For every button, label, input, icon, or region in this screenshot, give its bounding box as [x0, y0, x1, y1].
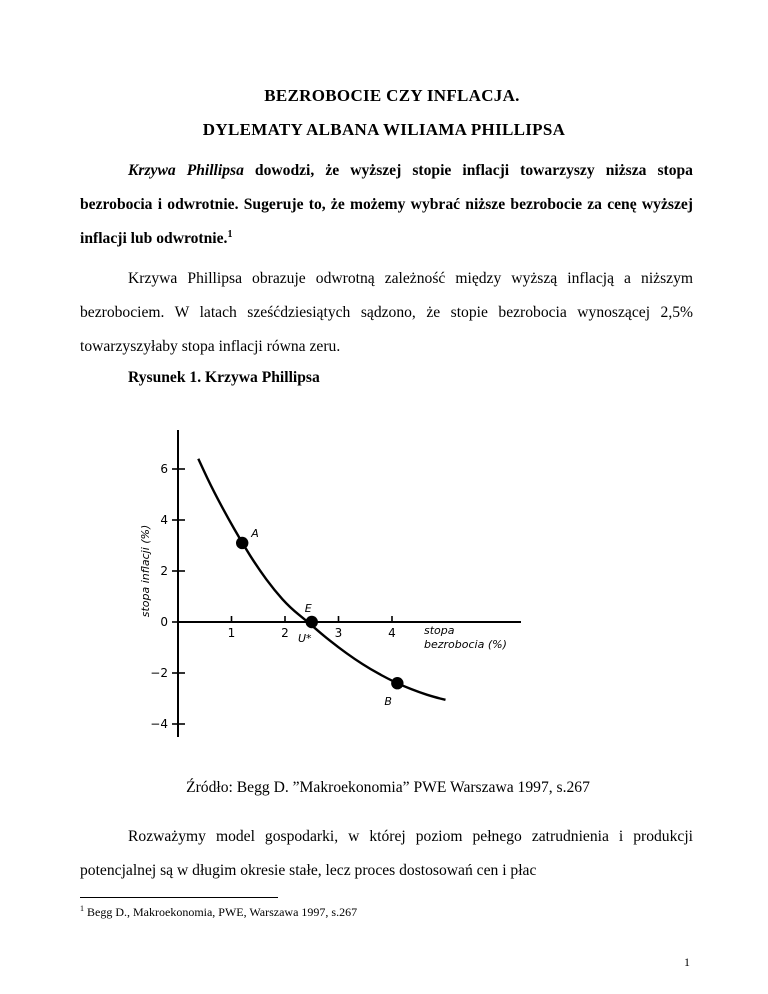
x-tick-label: 1	[227, 626, 236, 640]
body-paragraph: Krzywa Phillipsa obrazuje odwrotną zależność między wyższą inflacją a niższym bezrobociem. W latach sześćdziesiątych sądzono, że stopie bezrobocia wynoszącej 2,5% towarzyszyłaby stopa inflacji równa zeru.	[80, 270, 693, 355]
page-number: 1	[684, 955, 690, 969]
intro-text: dowodzi, że wyższej stopie inflacji towarzyszy niższa stopa bezrobocia i odwrotnie. Sugeruje to, że możemy wybrać niższe bezrobocie za cenę wyższej inflacji lub odwrotnie.	[80, 162, 693, 247]
y-axis-label: stopa inflacji (%)	[139, 524, 152, 618]
intro-term: Krzywa Phillipsa	[128, 162, 244, 179]
footnote-text: Begg D., Makroekonomia, PWE, Warszawa 1997, s.267	[84, 905, 358, 919]
footnote-ref[interactable]: 1	[227, 228, 233, 240]
x-axis-label-line2: bezrobocia (%)	[424, 638, 507, 651]
phillips-curve-chart	[128, 425, 528, 775]
x-tick-label: 3	[334, 626, 343, 640]
footnote-divider	[80, 897, 278, 898]
continuation-paragraph: Rozważymy model gospodarki, w której poziom pełnego zatrudnienia i produkcji potencjalnej są w długim okresie stałe, lecz proces dostosowań cen i płac	[80, 828, 693, 879]
point-a	[236, 537, 248, 549]
y-tick-label: 4	[160, 513, 168, 527]
point-label-e: E	[304, 602, 312, 615]
point-b	[391, 677, 403, 689]
figure-source: Źródło: Begg D. ”Makroekonomia” PWE Warszawa 1997, s.267	[186, 779, 590, 796]
u-star-label: U*	[298, 632, 312, 645]
title-line-1: BEZROBOCIE CZY INFLACJA.	[264, 86, 520, 105]
y-tick-label: −4	[150, 717, 168, 731]
intro-paragraph	[80, 154, 693, 256]
x-axis-label-line1: stopa	[424, 624, 455, 637]
point-label-a: A	[251, 526, 259, 540]
x-tick-label: 4	[388, 626, 396, 640]
phillips-curve	[198, 459, 445, 700]
title-line-2: DYLEMATY ALBANA WILIAMA PHILLIPSA	[202, 120, 566, 139]
point-label-b: B	[384, 695, 392, 709]
y-tick-label: −2	[150, 666, 168, 680]
y-tick-label: 0	[160, 615, 168, 629]
y-tick-label: 6	[160, 462, 168, 476]
footnote	[80, 905, 357, 920]
figure-caption: Rysunek 1. Krzywa Phillipsa	[128, 369, 320, 386]
footnote-marker: 1	[80, 904, 84, 913]
point-e	[306, 616, 318, 628]
x-tick-label: 2	[281, 626, 289, 640]
y-tick-label: 2	[160, 564, 168, 578]
